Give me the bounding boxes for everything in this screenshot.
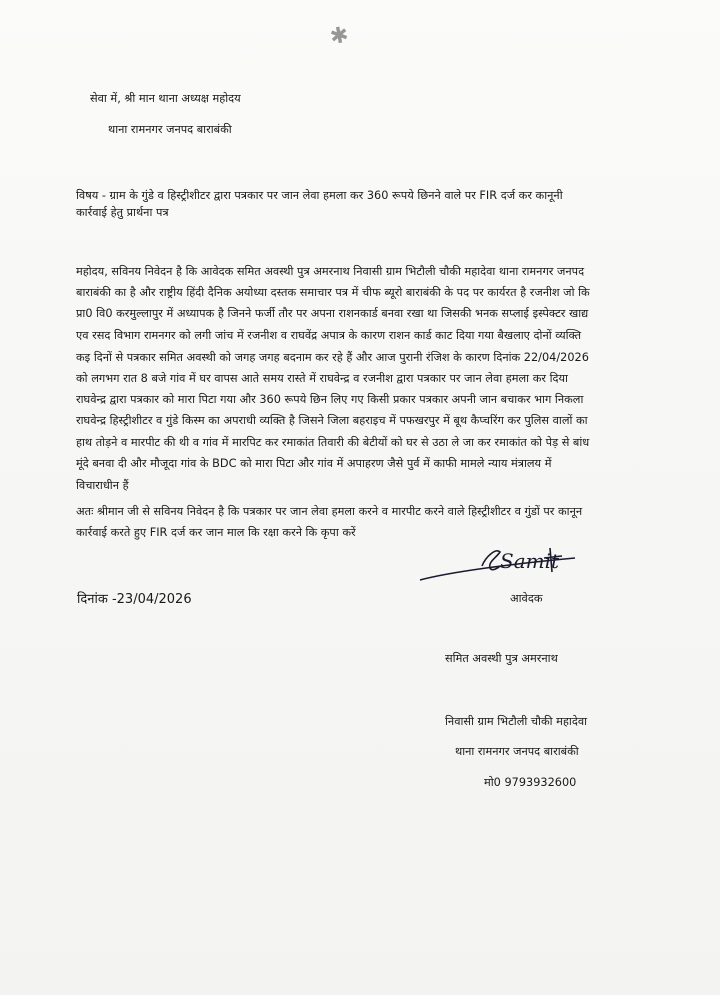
salutation-line-2: थाना रामनगर जनपद बाराबंकी	[108, 123, 232, 136]
body-line-5: कइ दिनों से पत्रकार समित अवस्थी को जगह जगह बदनाम कर रहे हैं और आज पुरानी रंजिश के कारण दिनांक 22/04/2026	[76, 351, 589, 364]
request-line-2: कार्रवाई करते हुए FIR दर्ज कर जान माल कि रक्षा करने कि कृपा करें	[76, 526, 356, 539]
ink-smudge-mark: ✱	[328, 22, 351, 51]
body-line-7: राघवेन्द्र द्वारा पत्रकार को मारा पिटा गया और 360 रूपये छिन लिए गए किसी प्रकार पत्रकार अपनी जान बचाकर भाग निकला	[76, 393, 584, 406]
signature-text: Samit	[500, 549, 560, 573]
letter-date: दिनांक -23/04/2026	[77, 592, 192, 607]
applicant-label: आवेदक	[510, 592, 543, 605]
body-line-9: हाथ तोड़ने व मारपीट की थी व गांव में मारपिट कर रमाकांत तिवारी की बेटीयों को घर से उठा ले जा कर रमाकांत को पेड़ से बांध	[76, 436, 590, 449]
body-line-10: मूंदे बनवा दी और मौजूदा गांव के BDC को मारा पिटा और गांव में अपाहरण जैसे पुर्व में काफी मामले न्याय मंत्रालय में	[76, 457, 552, 470]
sender-address-line-1: निवासी ग्राम भिटौली चौकी महादेवा	[445, 715, 588, 728]
request-line-1: अतः श्रीमान जी से सविनय निवेदन है कि पत्रकार पर जान लेवा हमला करने व मारपीट करने वाले हिस्ट्रीशीटर व गुंडों पर कानून	[76, 505, 583, 518]
body-line-2: बाराबंकी का है और राष्ट्रीय हिंदी दैनिक अयोध्या दस्तक समाचार पत्र में चीफ ब्यूरो बाराबंकी के पद पर कार्यरत है रजनीश जो कि	[76, 286, 590, 299]
body-line-1: महोदय, सविनय निवेदन है कि आवेदक समित अवस्थी पुत्र अमरनाथ निवासी ग्राम भिटौली चौकी महादेवा थाना रामनगर जनपद	[76, 265, 585, 278]
body-line-8: राघवेन्द्र हिस्ट्रीशीटर व गुंडे किस्म का अपराधी व्यक्ति है जिसने जिला बहराइच में पफखरपुर में बूथ कैप्चरिंग कर पुलिस वालों का	[76, 414, 588, 427]
sender-mobile: मो0 9793932600	[484, 776, 577, 789]
subject-line-1: विषय - ग्राम के गुंडे व हिस्ट्रीशीटर द्वारा पत्रकार पर जान लेवा हमला कर 360 रूपये छिनने वाले पर FIR दर्ज कर कानूनी	[76, 189, 563, 202]
body-line-6: को लगभग रात 8 बजे गांव में घर वापस आते समय रास्ते में राघवेन्द्र व रजनीश द्वारा पत्रकार पर जान लेवा हमला कर दिया	[76, 372, 568, 385]
body-line-11: विचाराधीन हैं	[76, 479, 129, 492]
salutation-line-1: सेवा में, श्री मान थाना अध्यक्ष महोदय	[90, 92, 241, 105]
handwritten-signature	[400, 538, 580, 598]
subject-line-2: कार्रवाई हेतु प्रार्थना पत्र	[76, 206, 169, 219]
sender-address-line-2: थाना रामनगर जनपद बाराबंकी	[455, 745, 579, 758]
sender-name: समित अवस्थी पुत्र अमरनाथ	[445, 652, 558, 665]
body-line-3: प्रा0 वि0 करमुल्लापुर में अध्यापक है जिनने फर्जी तौर पर अपना राशनकार्ड बनवा रखा था जिसकी भनक सप्लाई इस्पेक्टर खाद्य	[76, 307, 589, 320]
body-line-4: एव रसद विभाग रामनगर को लगी जांच में रजनीश व राघवेंद्र अपात्र के कारण राशन कार्ड काट दिया गया बैखलाए दोनों व्यक्ति	[76, 329, 582, 342]
